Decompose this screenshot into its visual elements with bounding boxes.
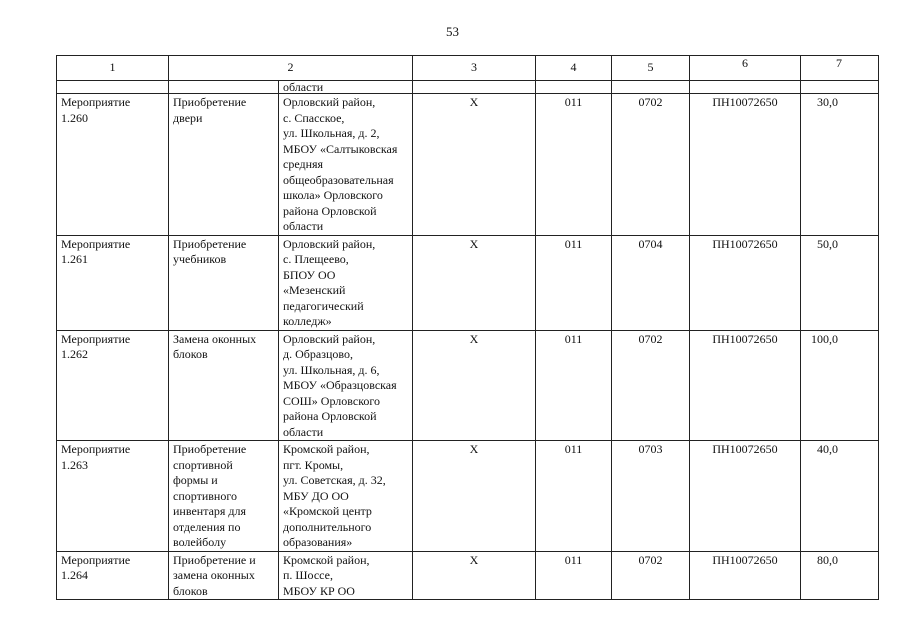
event-address-cell-line: колледж»: [283, 314, 332, 328]
event-action-cell-line: спортивного: [173, 488, 237, 503]
event-address-cell-line: ул. Советская, д. 32,: [283, 473, 386, 487]
event-action-cell: [169, 551, 279, 600]
event-address-cell-line: п. Шоссе,: [283, 568, 333, 582]
header-col-5: 5: [612, 56, 690, 81]
event-address-cell-line: Орловский район,: [283, 331, 376, 346]
page-number: 53: [446, 24, 459, 39]
event-address-cell-line: «Кромской центр: [283, 504, 372, 518]
event-action-cell-line: блоков: [173, 583, 208, 598]
event-address-cell-line: района Орловской: [283, 409, 377, 423]
event-id-cell-line: Мероприятие: [61, 552, 131, 567]
event-action-cell: [169, 235, 279, 330]
event-id-cell: [57, 551, 169, 600]
col5-cell: 0702: [612, 330, 690, 441]
col4-cell: 011: [536, 235, 612, 330]
header-col-2: 2: [169, 56, 413, 81]
event-id-cell-line: Мероприятие: [61, 331, 131, 346]
col4-cell: 011: [536, 330, 612, 441]
event-address-cell-line: области: [283, 219, 324, 233]
header-col-1: 1: [57, 56, 169, 81]
continuation-address: области: [279, 81, 413, 94]
header-col-3: 3: [413, 56, 536, 81]
event-id-cell-line: 1.264: [61, 568, 88, 582]
budget-table: [56, 55, 879, 600]
event-address-cell-line: образования»: [283, 535, 353, 549]
event-address-cell-line: Кромской район,: [283, 442, 370, 456]
col5-cell: 0703: [612, 441, 690, 552]
event-id-cell-line: Мероприятие: [61, 236, 131, 251]
header-col-6: 6: [742, 56, 748, 70]
event-address-cell-line: дополнительного: [283, 519, 372, 534]
col7-amount: 80,0: [817, 552, 838, 567]
event-address-cell: [279, 441, 413, 552]
event-address-cell-line: с. Спасское,: [283, 110, 345, 125]
event-address-cell-line: пгт. Кромы,: [283, 457, 344, 472]
event-address-cell-line: д. Образцово,: [283, 347, 353, 361]
col5-cell: 0702: [612, 551, 690, 600]
event-address-cell-line: района Орловской: [283, 203, 377, 218]
event-id-cell-line: 1.262: [61, 347, 88, 361]
event-address-cell: [279, 551, 413, 600]
col6-col7-cell: [690, 551, 879, 600]
event-id-cell-line: Мероприятие: [61, 442, 131, 456]
event-id-cell: [57, 94, 169, 236]
col4-cell: 011: [536, 441, 612, 552]
header-col-4: 4: [536, 56, 612, 81]
event-address-cell-line: ул. Школьная, д. 6,: [283, 362, 380, 377]
event-action-cell-line: волейболу: [173, 535, 227, 549]
event-address-cell-line: Орловский район,: [283, 236, 376, 251]
col6-col7-cell: [690, 441, 879, 552]
col6-code: ПН10072650: [712, 442, 778, 456]
col4-cell: 011: [536, 551, 612, 600]
header-row: [57, 56, 879, 81]
event-address-cell-line: педагогический: [283, 298, 364, 313]
event-address-cell-line: СОШ» Орловского: [283, 393, 381, 408]
col6-code: ПН10072650: [712, 236, 778, 251]
event-id-cell-line: 1.260: [61, 110, 88, 125]
event-action-cell-line: Приобретение: [173, 236, 247, 251]
event-address-cell-line: МБОУ КР ОО: [283, 583, 355, 598]
event-action-cell-line: инвентаря для: [173, 504, 247, 518]
header-col-7: 7: [836, 56, 842, 70]
event-address-cell-line: с. Плещеево,: [283, 252, 349, 266]
event-address-cell-line: школа» Орловского: [283, 188, 383, 202]
col7-amount: 30,0: [817, 95, 838, 109]
col7-amount: 40,0: [817, 442, 838, 456]
event-address-cell-line: Орловский район,: [283, 95, 376, 109]
event-action-cell-line: Приобретение и: [173, 552, 256, 567]
event-id-cell-line: Мероприятие: [61, 95, 131, 109]
event-id-cell: [57, 330, 169, 441]
header-col-6-7: [690, 56, 879, 81]
event-action-cell-line: блоков: [173, 347, 208, 361]
event-action-cell-line: формы и: [173, 473, 218, 487]
event-action-cell-line: Замена оконных: [173, 331, 257, 346]
event-action-cell: [169, 94, 279, 236]
table-row: [57, 235, 879, 330]
event-address-cell: [279, 94, 413, 236]
event-id-cell-line: 1.263: [61, 457, 88, 472]
event-address-cell-line: МБОУ «Образцовская: [283, 378, 397, 392]
col6-code: ПН10072650: [712, 552, 778, 567]
event-address-cell-line: общеобразовательная: [283, 172, 394, 187]
table-row: [57, 441, 879, 552]
event-address-cell-line: БПОУ ОО: [283, 267, 336, 282]
col6-col7-cell: [690, 330, 879, 441]
col5-cell: 0704: [612, 235, 690, 330]
col4-cell: 011: [536, 94, 612, 236]
col6-col7-cell: [690, 235, 879, 330]
event-address-cell-line: Кромской район,: [283, 552, 370, 567]
col6-code: ПН10072650: [712, 331, 778, 346]
col3-cell: X: [413, 441, 536, 552]
event-action-cell-line: двери: [173, 110, 203, 125]
event-action-cell-line: отделения по: [173, 519, 241, 534]
col3-cell: X: [413, 94, 536, 236]
col6-code: ПН10072650: [712, 95, 778, 109]
col3-cell: X: [413, 551, 536, 600]
event-id-cell: [57, 441, 169, 552]
event-id-cell: [57, 235, 169, 330]
col7-amount: 100,0: [811, 331, 838, 346]
event-id-cell-line: 1.261: [61, 252, 88, 266]
event-address-cell-line: МБОУ «Салтыковская: [283, 141, 398, 156]
event-address-cell-line: «Мезенский: [283, 283, 346, 297]
event-action-cell-line: Приобретение: [173, 442, 247, 456]
continuation-row: [57, 81, 879, 94]
event-address-cell-line: ул. Школьная, д. 2,: [283, 126, 380, 140]
table-row: [57, 551, 879, 600]
event-action-cell: [169, 441, 279, 552]
col6-col7-divider: [800, 55, 801, 600]
col3-cell: X: [413, 235, 536, 330]
event-address-cell-line: МБУ ДО ОО: [283, 488, 349, 503]
col5-cell: 0702: [612, 94, 690, 236]
table-row: [57, 94, 879, 236]
col6-col7-cell: [690, 94, 879, 236]
event-action-cell-line: замена оконных: [173, 568, 255, 582]
table-row: [57, 330, 879, 441]
event-action-cell-line: учебников: [173, 252, 227, 266]
event-action-cell: [169, 330, 279, 441]
event-action-cell-line: Приобретение: [173, 95, 247, 109]
col3-cell: X: [413, 330, 536, 441]
event-address-cell: [279, 330, 413, 441]
event-address-cell-line: средняя: [283, 157, 324, 171]
col7-amount: 50,0: [817, 236, 838, 251]
event-address-cell: [279, 235, 413, 330]
event-address-cell-line: области: [283, 424, 324, 439]
event-action-cell-line: спортивной: [173, 457, 233, 472]
